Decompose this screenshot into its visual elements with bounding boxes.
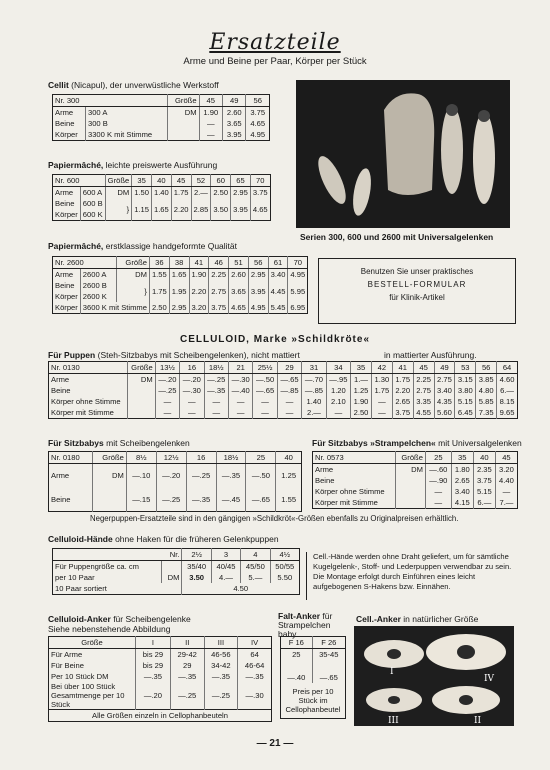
photo-caption: Serien 300, 600 und 2600 mit Universalgelenken bbox=[300, 232, 494, 242]
table-row: Arme DM —.60 1.80 2.35 3.20 bbox=[313, 464, 518, 476]
table-row: Für Beine bis 29 29 34-42 46-64 bbox=[49, 660, 272, 671]
table-row: Körper 2600 K bbox=[53, 291, 308, 302]
page-title: Ersatzteile bbox=[209, 30, 341, 55]
page-number: — 21 — bbox=[256, 738, 294, 749]
puppen-right-heading: in mattierter Ausführung. bbox=[384, 350, 477, 360]
cellit-table bbox=[52, 94, 270, 141]
table-row: Arme DM —.10 —.20 —.25 —.35 —.50 1.25 bbox=[49, 464, 302, 488]
anker-subheading: Siehe nebenstehende Abbildung bbox=[48, 624, 171, 634]
strampel-heading: Für Sitzbabys »Strampelchen« mit Universalgelenken bbox=[312, 438, 522, 448]
table-header-row: Nr. 0180 Größe 8½ 12½ 16 18½ 25 40 bbox=[49, 452, 302, 464]
table-row: Beine 600 B } 1.15 1.65 2.20 2.85 3.50 3.95 4.65 bbox=[53, 198, 271, 209]
puppen-heading: Für Puppen (Steh-Sitzbabys mit Scheibengelenken), nicht mattiert bbox=[48, 350, 300, 360]
anchor-label-ii: II bbox=[474, 716, 482, 726]
pap1-table bbox=[52, 174, 271, 221]
table-header-row: Nr. 0573 Größe 25 35 40 45 bbox=[313, 452, 518, 464]
table-row: Per 10 Stück DM —.35 —.35 —.35 —.35 bbox=[49, 671, 272, 682]
table-row: Körper 3600 K mit Stimme 2.50 2.95 3.20 3.75 4.65 4.95 5.45 6.95 bbox=[53, 302, 308, 314]
table-row: Beine 2600 B } 1.75 1.95 2.20 2.75 3.65 3.95 4.45 5.95 bbox=[53, 280, 308, 291]
haende-table bbox=[52, 548, 300, 595]
cellit-heading: Cellit (Nicapul), der unverwüstliche Werkstoff bbox=[48, 80, 219, 90]
table-row: Arme DM —.20 —.20 —.25 —.30 —.50 —.65 —.70 —.95 1.— 1.30 1.75 2.25 2.75 3.15 3.85 4.60 bbox=[49, 374, 518, 386]
table-header-row: Nr. 2½ 3 4 4½ bbox=[53, 549, 300, 561]
page-subtitle: Arme und Beine per Paar, Körper per Stück bbox=[183, 56, 367, 67]
table-row: Arme 2600 A DM 1.55 1.65 1.90 2.25 2.60 2.95 3.40 4.95 bbox=[53, 269, 308, 281]
table-header-row: Größe I II III IV bbox=[49, 637, 272, 649]
table-row: Beine 300 B — 3.65 4.65 bbox=[53, 118, 270, 129]
table-row: 25 35-45 bbox=[281, 649, 346, 661]
pap2-table bbox=[52, 256, 308, 314]
falt-table bbox=[280, 636, 346, 719]
celluloid-heading: CELLULOID, Marke »Schildkröte« bbox=[179, 334, 371, 345]
table-header-row: Nr. 600 Größe 35 40 45 52 60 65 70 bbox=[53, 175, 271, 187]
table-row: Körper ohne Stimme — 3.40 5.15 — bbox=[313, 486, 518, 497]
table-row: Beine —.15 —.25 —.35 —.45 —.65 1.55 bbox=[49, 488, 302, 512]
table-row: Körper mit Stimme — — — — — — 2.— — 2.50 — 3.75 4.55 5.60 6.45 7.35 9.65 bbox=[49, 407, 518, 419]
table-row: Arme 300 A DM 1.90 2.60 3.75 bbox=[53, 107, 270, 119]
table-header-row: Nr. 0130 Größe 13½ 16 18½ 21 25½ 29 31 34 35 42 41 45 49 53 56 64 bbox=[49, 362, 518, 374]
table-row: Körper mit Stimme — 4.15 6.— 7.— bbox=[313, 497, 518, 509]
doll-parts-photo bbox=[296, 80, 510, 228]
table-row: Körper 3300 K mit Stimme — 3.95 4.95 bbox=[53, 129, 270, 141]
neger-note: Negerpuppen-Ersatzteile sind in den gängigen »Schildkröt«-Größen ebenfalls zu Originalpreisen erhältlich. bbox=[90, 514, 459, 523]
order-form-box: Benutzen Sie unser praktisches BESTELL-FORMULAR für Klinik-Artikel bbox=[318, 258, 516, 324]
table-row: Alle Größen einzeln in Cellophanbeuteln bbox=[49, 710, 272, 722]
table-row: Körper 600 K bbox=[53, 209, 271, 221]
table-row: 10 Paar sortiert 4.50 bbox=[53, 583, 300, 595]
doll-parts-illustration bbox=[296, 80, 510, 228]
table-row: Beine —.90 2.65 3.75 4.40 bbox=[313, 475, 518, 486]
anker-picture-heading: Cell.-Anker in natürlicher Größe bbox=[356, 614, 479, 624]
pap1-heading: Papiermâché, leichte preiswerte Ausführung bbox=[48, 160, 218, 170]
table-header-row: Nr. 300 Größe 45 49 56 bbox=[53, 95, 270, 107]
table-row: Für Puppengröße ca. cm 35/40 40/45 45/50 50/55 bbox=[53, 561, 300, 573]
pap2-heading: Papiermâché, erstklassige handgeformte Qualität bbox=[48, 241, 238, 251]
table-row: Für Arme bis 29 29-42 46-56 64 bbox=[49, 649, 272, 661]
anchor-illustration bbox=[354, 626, 514, 726]
table-row: per 10 Paar DM 3.50 4.— 5.— 5.50 bbox=[53, 572, 300, 583]
falt-heading: Falt-Anker für Strampelchen baby bbox=[278, 611, 333, 639]
table-row: Arme 600 A DM 1.50 1.40 1.75 2.— 2.50 2.95 3.75 bbox=[53, 187, 271, 199]
sitz-table bbox=[48, 451, 302, 512]
anker-heading: Celluloid-Anker für Scheibengelenke bbox=[48, 614, 191, 624]
table-header-row: F 16 F 26 bbox=[281, 637, 346, 649]
table-row: Bei über 100 Stück Gesamtmenge per 10 Stück —.20 —.25 —.25 —.30 bbox=[49, 682, 272, 710]
haende-note: Cell.-Hände werden ohne Draht geliefert, um für sämtliche Kugelgelenk-, Stoff- und Lederpuppen verwendbar zu sein. Die Montage erfolgt durch Einführen eines leicht aufgebogenen S-Hakens bzw. Einnähen. bbox=[306, 552, 523, 600]
table-row: Beine —.25 —.30 —.35 —.40 —.65 —.85 —.85 1.20 1.25 1.75 2.20 2.75 3.40 3.80 4.80 6.— bbox=[49, 385, 518, 396]
puppen-table bbox=[48, 361, 518, 419]
haende-heading: Celluloid-Hände ohne Haken für die früheren Gelenkpuppen bbox=[48, 534, 279, 544]
anchor-label-iii: III bbox=[388, 716, 399, 726]
sitz-heading: Für Sitzbabys mit Scheibengelenken bbox=[48, 438, 190, 448]
strampel-table bbox=[312, 451, 518, 509]
table-row: Körper ohne Stimme — — — — — — 1.40 2.10 1.90 — 2.65 3.35 4.35 5.15 5.85 8.15 bbox=[49, 396, 518, 407]
anker-table bbox=[48, 636, 272, 722]
table-row: Preis per 10 Stück im Cellophanbeutel bbox=[285, 687, 341, 714]
anchor-photo bbox=[354, 626, 514, 726]
anchor-label-iv: IV bbox=[484, 674, 495, 684]
anchor-label-i: I bbox=[390, 667, 394, 677]
table-header-row: Nr. 2600 Größe 36 38 41 46 51 56 61 70 bbox=[53, 257, 308, 269]
table-row: —.40 —.65 bbox=[281, 660, 346, 683]
